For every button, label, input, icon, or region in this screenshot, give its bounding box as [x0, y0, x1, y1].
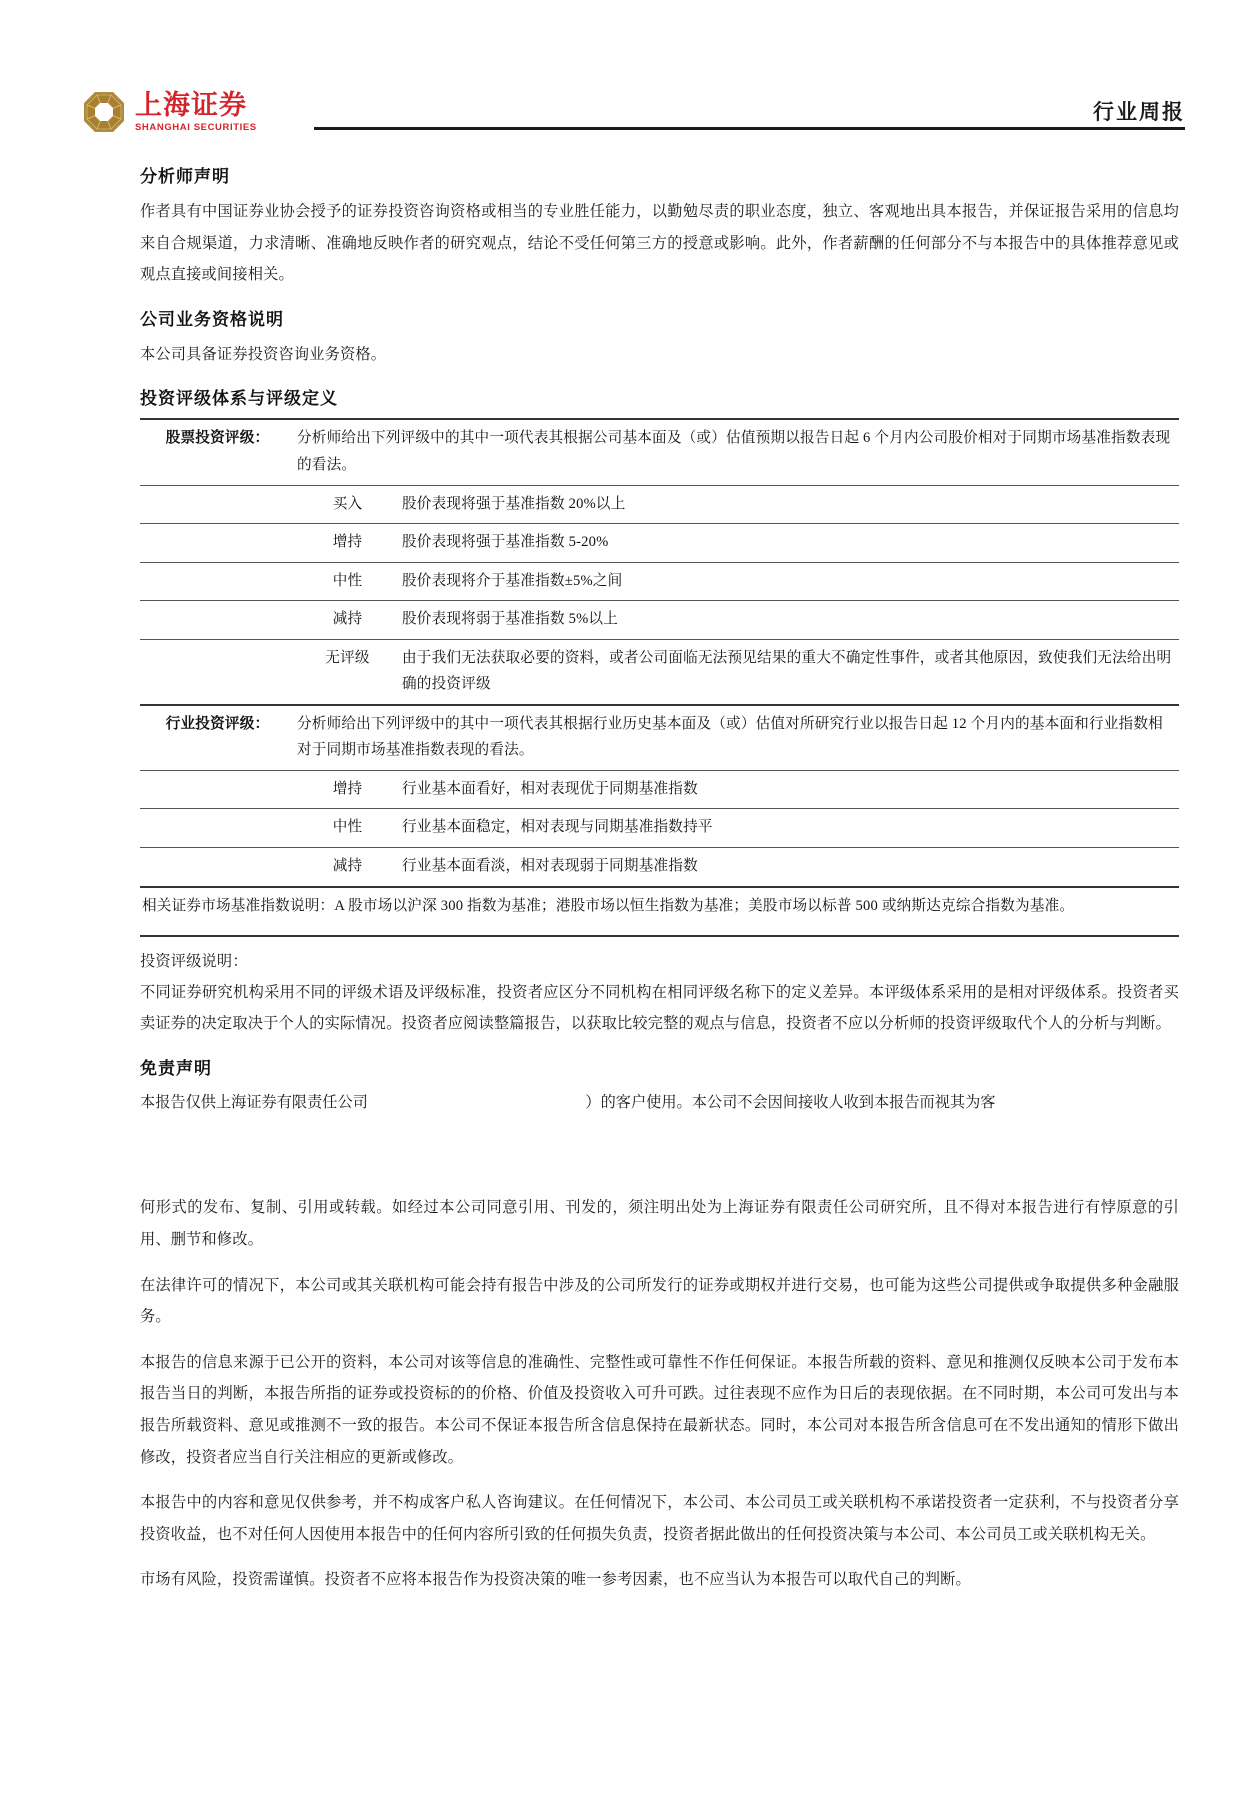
table-row: [140, 809, 1179, 848]
table-row: [140, 562, 1179, 601]
table-row: [140, 485, 1179, 524]
rating-system-heading: 投资评级体系与评级定义: [140, 389, 338, 410]
business-qualification-text: 本公司具备证券投资咨询业务资格。: [140, 345, 387, 363]
rating-name: 增持: [295, 524, 400, 563]
rating-desc: 股价表现将强于基准指数 5-20%: [400, 524, 1179, 563]
table-row: [140, 601, 1179, 640]
disclaimer-heading: 免责声明: [140, 1058, 212, 1079]
table-row: [140, 848, 1179, 887]
table-row: [140, 770, 1179, 809]
disclaimer-paragraph: 本报告中的内容和意见仅供参考，并不构成客户私人咨询建议。在任何情况下，本公司、本公司员工或关联机构不承诺投资者一定获利，不与投资者分享投资收益，也不对任何人因使用本报告中的任何内容所引致的任何损失负责，投资者据此做出的任何投资决策与本公司、本公司员工或关联机构无关。: [140, 1494, 1179, 1543]
report-disclaimer-page: [0, 62, 1241, 1816]
header-rule: [314, 127, 1185, 130]
disclaimer-paragraph: 何形式的发布、复制、引用或转载。如经过本公司同意引用、刊发的，须注明出处为上海证券有限责任公司研究所，且不得对本报告进行有悖原意的引用、删节和修改。: [140, 1199, 1179, 1248]
rating-name: 减持: [295, 848, 400, 887]
rating-name: 减持: [295, 601, 400, 640]
disclaimer-paragraph: 在法律许可的情况下，本公司或其关联机构可能会持有报告中涉及的公司所发行的证券或期权并进行交易，也可能为这些公司提供或争取提供多种金融服务。: [140, 1276, 1179, 1326]
table-row: [140, 705, 1179, 771]
rating-desc: 股价表现将弱于基准指数 5%以上: [400, 601, 1179, 640]
industry-rating-category-label: 行业投资评级：: [140, 705, 295, 771]
rating-explanation-label: 投资评级说明：: [140, 953, 248, 971]
analyst-statement-text: 作者具有中国证券业协会授予的证券投资咨询资格或相当的专业胜任能力，以勤勉尽责的职业态度，独立、客观地出具本报告，并保证报告采用的信息均来自合规渠道，力求清晰、准确地反映作者的研究观点，结论不受任何第三方的授意或影响。此外，作者薪酬的任何部分不与本报告中的具体推荐意见或观点直接或间接相关。: [140, 203, 1179, 284]
disclaimer-paragraph: 市场有风险，投资需谨慎。投资者不应将本报告作为投资决策的唯一参考因素，也不应当认为本报告可以取代自己的判断。: [140, 1571, 971, 1589]
disclaimer-lead-suffix: ）的客户使用。本公司不会因间接收人收到本报告而视其为客: [585, 1093, 996, 1111]
table-row: [140, 887, 1179, 926]
logo-chinese-text: 上海证券: [135, 89, 247, 121]
rating-definition-table: [140, 418, 1179, 925]
disclaimer-paragraph: 本报告的信息来源于已公开的资料，本公司对该等信息的准确性、完整性或可靠性不作任何保证。本报告所载的资料、意见和推测仅反映本公司于发布本报告当日的判断，本报告所指的证券或投资标的的价格、价值及投资收入可升可跌。过往表现不应作为日后的表现依据。在不同时期，本公司可发出与本报告所载资料、意见或推测不一致的报告。本公司不保证本报告所含信息保持在最新状态。同时，本公司对本报告所含信息可在不发出通知的情形下做出修改，投资者应当自行关注相应的更新或修改。: [140, 1353, 1179, 1466]
page-break-gap: [140, 1126, 1179, 1192]
logo-english-text: SHANGHAI SECURITIES: [135, 121, 257, 133]
rating-name: 中性: [295, 562, 400, 601]
rating-name: 买入: [295, 485, 400, 524]
rating-name: 增持: [295, 770, 400, 809]
table-row: [140, 639, 1179, 705]
rating-desc: 股价表现将介于基准指数±5%之间: [400, 562, 1179, 601]
table-row: [140, 524, 1179, 563]
stock-rating-category-desc: 分析师给出下列评级中的其中一项代表其根据公司基本面及（或）估值预期以报告日起 6 个月内公司股价相对于同期市场基准指数表现的看法。: [295, 419, 1179, 485]
rating-desc: 由于我们无法获取必要的资料，或者公司面临无法预见结果的重大不确定性事件，或者其他原因，致使我们无法给出明确的投资评级: [400, 639, 1179, 705]
stock-rating-category-label: 股票投资评级：: [140, 419, 295, 485]
business-qualification-heading: 公司业务资格说明: [140, 309, 284, 330]
table-bottom-rule: [140, 935, 1179, 937]
table-row: [140, 419, 1179, 485]
industry-rating-category-desc: 分析师给出下列评级中的其中一项代表其根据行业历史基本面及（或）估值对所研究行业以报告日起 12 个月内的基本面和行业指数相对于同期市场基准指数表现的看法。: [295, 705, 1179, 771]
octagon-logo-icon: [82, 90, 126, 134]
company-logo: [82, 90, 257, 140]
rating-desc: 行业基本面看好，相对表现优于同期基准指数: [400, 770, 1179, 809]
disclaimer-lead-line: [140, 1088, 1179, 1118]
page-content: [140, 140, 1179, 1596]
rating-name: 无评级: [295, 639, 400, 705]
benchmark-index-note: 相关证券市场基准指数说明：A 股市场以沪深 300 指数为基准；港股市场以恒生指数为基准；美股市场以标普 500 或纳斯达克综合指数为基准。: [140, 887, 1179, 926]
rating-explanation-text: 不同证券研究机构采用不同的评级术语及评级标准，投资者应区分不同机构在相同评级名称下的定义差异。本评级体系采用的是相对评级体系。投资者买卖证券的决定取决于个人的实际情况。投资者应阅读整篇报告，以获取比较完整的观点与信息，投资者不应以分析师的投资评级取代个人的分析与判断。: [140, 983, 1179, 1033]
analyst-statement-heading: 分析师声明: [140, 167, 230, 187]
rating-desc: 股价表现将强于基准指数 20%以上: [400, 485, 1179, 524]
report-type-title: 行业周报: [1093, 99, 1185, 124]
rating-desc: 行业基本面稳定，相对表现与同期基准指数持平: [400, 809, 1179, 848]
rating-name: 中性: [295, 809, 400, 848]
disclaimer-lead-prefix: 本报告仅供上海证券有限责任公司: [140, 1093, 368, 1111]
page-header: [82, 62, 1185, 140]
rating-desc: 行业基本面看淡，相对表现弱于同期基准指数: [400, 848, 1179, 887]
